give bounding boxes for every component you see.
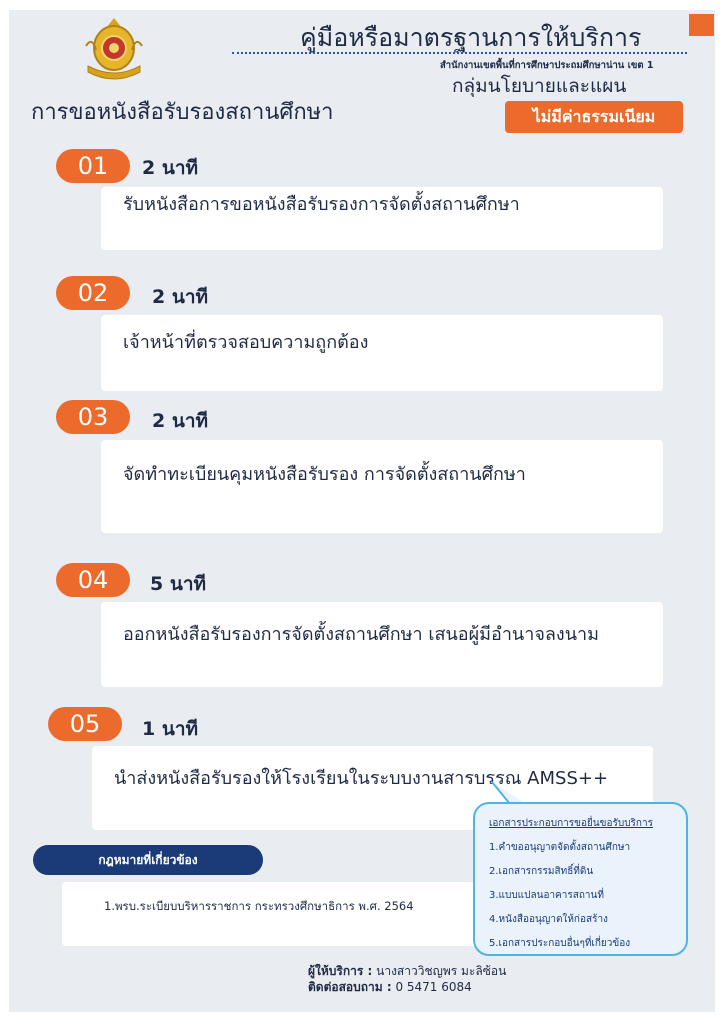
required-documents-title: เอกสารประกอบการขอยื่นขอรับบริการ <box>489 818 653 829</box>
document-item: 3.แบบแปลนอาคารสถานที่ <box>489 890 604 901</box>
document-item: 5.เอกสารประกอบอื่นๆที่เกี่ยวข้อง <box>489 938 631 949</box>
related-law-heading: กฎหมายที่เกี่ยวข้อง <box>33 845 263 875</box>
service-name: การขอหนังสือรับรองสถานศึกษา <box>31 100 334 125</box>
document-item: 4.หนังสืออนุญาตให้ก่อสร้าง <box>489 914 608 925</box>
step-2-card <box>101 315 663 391</box>
department-name: กลุ่มนโยบายและแผน <box>452 75 627 97</box>
related-law-item: 1.พรบ.ระเบียบบริหารราชการ กระทรวงศึกษาธิการ พ.ศ. 2564 <box>104 899 414 913</box>
step-3-card <box>101 440 663 533</box>
step-4-time: 5 นาที <box>150 573 207 595</box>
step-2-time: 2 นาที <box>152 286 209 308</box>
phone-number: 0 5471 6084 <box>395 980 472 994</box>
required-documents-bubble <box>473 802 688 956</box>
related-law-card <box>62 882 508 946</box>
step-1-text: รับหนังสือการขอหนังสือรับรองการจัดตั้งสถานศึกษา <box>123 194 520 215</box>
document-item: 2.เอกสารกรรมสิทธิ์ที่ดิน <box>489 866 594 877</box>
fee-badge: ไม่มีค่าธรรมเนียม <box>505 101 683 133</box>
step-1-card <box>101 187 663 250</box>
document-item: 1.คำขออนุญาตจัดตั้งสถานศึกษา <box>489 842 631 853</box>
corner-accent <box>689 14 714 36</box>
office-name: สำนักงานเขตพื้นที่การศึกษาประถมศึกษาน่าน เขต 1 <box>440 60 654 71</box>
manual-title: คู่มือหรือมาตรฐานการให้บริการ <box>300 23 642 52</box>
office-emblem-logo <box>82 16 146 82</box>
step-1-time: 2 นาที <box>142 157 199 179</box>
title-divider <box>232 52 687 54</box>
step-5-number-badge: 05 <box>48 707 122 741</box>
contact-info <box>308 963 506 995</box>
step-3-number-badge: 03 <box>56 400 130 434</box>
step-3-text: จัดทำทะเบียนคุมหนังสือรับรอง การจัดตั้งสถานศึกษา <box>123 464 526 485</box>
step-2-text: เจ้าหน้าที่ตรวจสอบความถูกต้อง <box>123 332 369 353</box>
step-1-number-badge: 01 <box>56 149 130 183</box>
step-5-time: 1 นาที <box>142 718 199 740</box>
step-3-time: 2 นาที <box>152 410 209 432</box>
phone-label: ติดต่อสอบถาม : <box>308 980 392 994</box>
provider-label: ผู้ให้บริการ : <box>308 964 373 978</box>
provider-name: นางสาววิชญพร มะลิซ้อน <box>376 964 507 978</box>
step-2-number-badge: 02 <box>56 276 130 310</box>
step-4-text: ออกหนังสือรับรองการจัดตั้งสถานศึกษา เสนอผู้มีอำนาจลงนาม <box>123 624 599 645</box>
step-4-number-badge: 04 <box>56 563 130 597</box>
step-5-text: นำส่งหนังสือรับรองให้โรงเรียนในระบบงานสารบรรณ AMSS++ <box>114 768 609 789</box>
step-4-card <box>101 602 663 687</box>
